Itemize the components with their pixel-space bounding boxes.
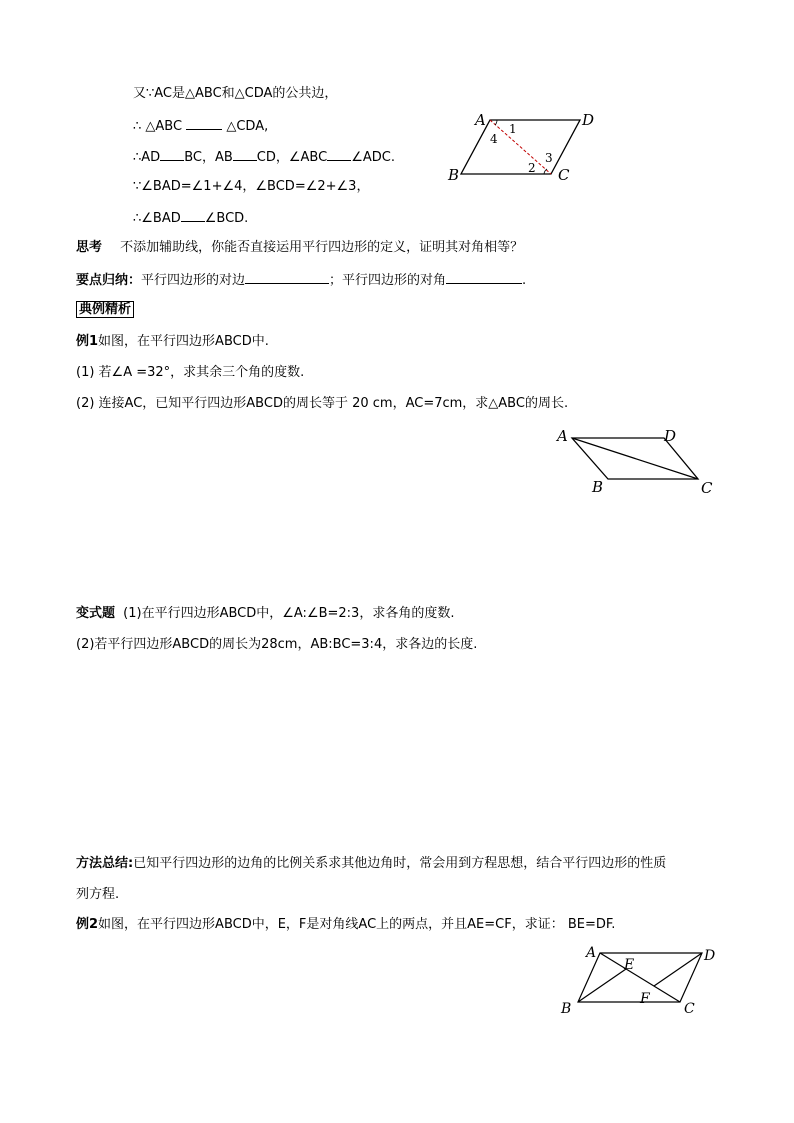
proof-line-4 — [133, 179, 369, 195]
variant-q1-text: (1)在平行四边形ABCD中，∠A:∠B=2:3，求各角的度数. — [123, 606, 455, 621]
variant-label: 变式题 — [76, 606, 116, 621]
answer-blank[interactable] — [446, 271, 522, 284]
proof-line-3-part-a: ∴AD — [133, 150, 161, 165]
vertex-label-b: B — [592, 478, 604, 496]
example1-q2 — [76, 396, 568, 412]
vertex-label-d: D — [582, 111, 595, 129]
vertex-label-c: C — [684, 1001, 695, 1017]
section-title-text: 典例精析 — [76, 301, 134, 318]
answer-blank[interactable] — [181, 209, 205, 222]
summary-text-b: ；平行四边形的对角 — [329, 273, 447, 288]
angle-label-3: 3 — [545, 151, 553, 165]
vertex-label-c: C — [701, 479, 713, 497]
vertex-label-a: A — [557, 427, 568, 445]
figure-parallelogram-diagonal — [552, 424, 722, 499]
example1-intro-text: 如图，在平行四边形ABCD中. — [98, 334, 269, 349]
method-line-1 — [76, 856, 666, 872]
proof-line-3-part-b: BC，AB — [184, 150, 233, 165]
section-title — [76, 302, 134, 318]
example2-label: 例2 — [76, 917, 99, 932]
proof-line-2-part-a: ∴ △ABC — [133, 119, 183, 134]
summary-line — [76, 271, 526, 289]
proof-line-2-part-b: △CDA, — [226, 119, 269, 134]
example1-q2-text: (2) 连接AC，已知平行四边形ABCD的周长等于 20 cm，AC=7cm，求△ABC的周长. — [76, 396, 569, 411]
method-label: 方法总结: — [76, 856, 134, 871]
vertex-label-a: A — [586, 945, 597, 961]
diagonal-ac — [572, 438, 698, 479]
vertex-label-d: D — [704, 948, 716, 964]
proof-line-3-part-d: ∠ADC. — [351, 150, 395, 165]
example1-q1 — [76, 365, 304, 381]
answer-blank[interactable] — [186, 117, 222, 130]
vertex-label-d: D — [664, 427, 677, 445]
think-label: 思考 — [76, 240, 103, 255]
example2-text: 如图，在平行四边形ABCD中，E，F是对角线AC上的两点，并且AE=CF，求证： BE=DF. — [98, 917, 616, 932]
figure-parallelogram-angles — [445, 108, 605, 188]
proof-line-5-part-b: ∠BCD. — [204, 211, 249, 226]
vertex-label-b: B — [561, 1001, 572, 1017]
proof-line-5-part-a: ∴∠BAD — [133, 211, 181, 226]
proof-line-1 — [133, 86, 337, 102]
angle-label-1: 1 — [509, 122, 517, 136]
proof-line-4-text: ∵∠BAD=∠1+∠4，∠BCD=∠2+∠3， — [133, 179, 370, 194]
answer-blank[interactable] — [327, 148, 351, 161]
summary-text-c: . — [522, 273, 527, 288]
answer-blank[interactable] — [245, 271, 329, 284]
angle-label-2: 2 — [528, 161, 536, 175]
angle-arc-a — [495, 120, 497, 125]
answer-blank[interactable] — [233, 148, 257, 161]
example1-label: 例1 — [76, 334, 99, 349]
variant-q2-text: (2)若平行四边形ABCD的周长为28cm，AB:BC=3:4，求各边的长度. — [76, 637, 478, 652]
think-text: 不添加辅助线，你能否直接运用平行四边形的定义，证明其对角相等？ — [120, 240, 524, 255]
example2-line — [76, 917, 615, 933]
variant-q1 — [76, 606, 454, 622]
example1-intro — [76, 334, 269, 350]
method-line-2 — [76, 887, 119, 903]
vertex-label-b: B — [448, 166, 460, 184]
think-line — [76, 240, 523, 256]
variant-q2 — [76, 637, 477, 653]
vertex-label-a: A — [475, 111, 486, 129]
vertex-label-c: C — [558, 166, 570, 184]
method-text-1: 已知平行四边形的边角的比例关系求其他边角时，常会用到方程思想，结合平行四边形的性质 — [133, 856, 667, 871]
proof-line-3 — [133, 148, 395, 166]
angle-arc-c — [544, 169, 547, 174]
proof-line-1-text: 又∵AC是△ABC和△CDA的公共边， — [133, 86, 338, 101]
summary-text-a: 平行四边形的对边 — [141, 273, 246, 288]
figure-parallelogram-ef — [556, 942, 726, 1017]
proof-line-5 — [133, 209, 248, 227]
proof-line-3-part-c: CD，∠ABC — [256, 150, 328, 165]
point-label-e: E — [624, 957, 635, 973]
angle-label-4: 4 — [490, 132, 498, 146]
summary-label: 要点归纳： — [76, 273, 142, 288]
answer-blank[interactable] — [160, 148, 184, 161]
diagonal-ac — [490, 120, 551, 174]
point-label-f: F — [640, 991, 650, 1007]
example1-q1-text: (1) 若∠A =32°，求其余三个角的度数. — [76, 365, 305, 380]
method-text-2: 列方程. — [76, 887, 120, 902]
proof-line-2 — [133, 117, 268, 135]
